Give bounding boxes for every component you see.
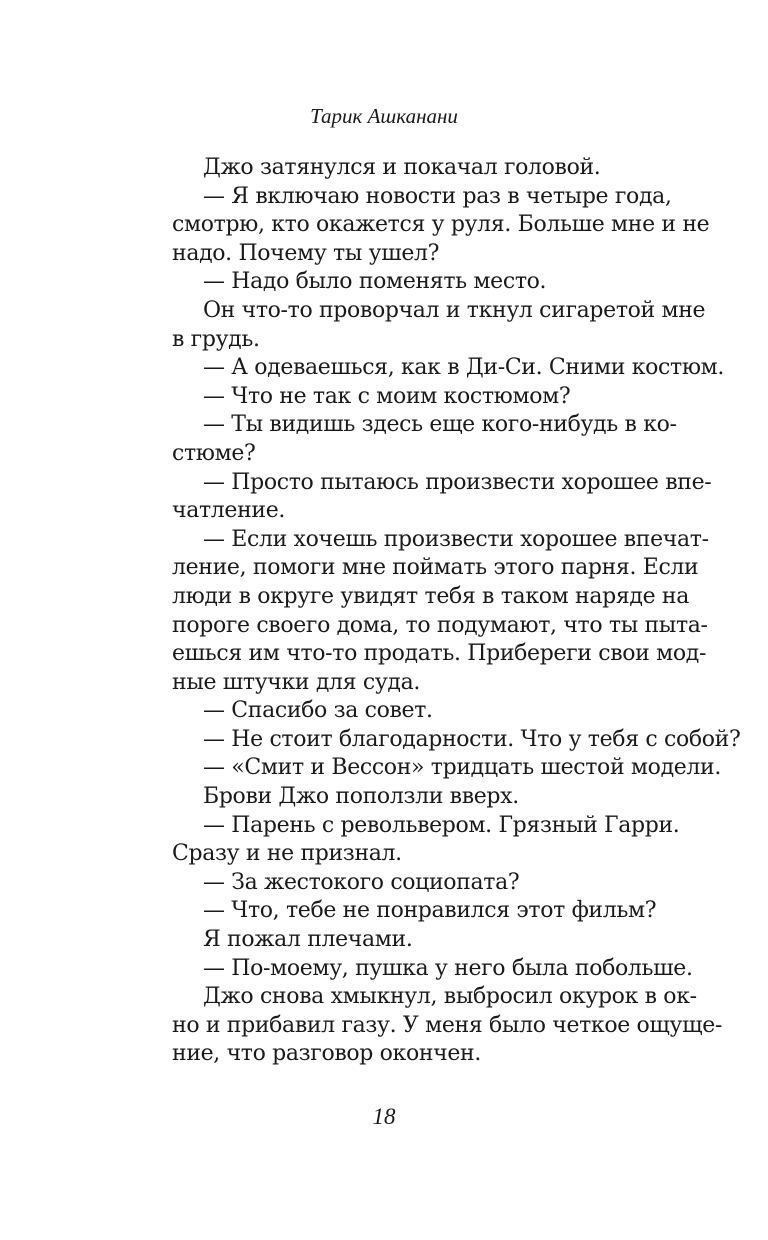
text-line: ление, помоги мне поймать этого парня. Если	[172, 555, 699, 581]
text-line: — За жестокого социопата?	[203, 869, 520, 895]
text-line: Джо затянулся и покачал головой.	[203, 155, 601, 180]
text-line: — Что, тебе не понравился этот фильм?	[203, 898, 657, 924]
text-line: Сразу и не признал.	[172, 841, 402, 867]
text-line: Он что-то проворчал и ткнул сигаретой мне	[203, 297, 706, 323]
text-line: Брови Джо поползли вверх.	[203, 784, 519, 810]
text-line: пороге своего дома, то подумают, что ты пыта-	[172, 612, 708, 638]
text-line: — Что не так с моим костюмом?	[203, 383, 571, 409]
text-line: ные штучки для суда.	[172, 669, 421, 695]
text-line: но и прибавил газу. У меня было четкое ощуще-	[172, 1012, 722, 1038]
text-line: — По-моему, пушка у него была побольше.	[203, 955, 693, 981]
text-line: ешься им что-то продать. Прибереги свои мод-	[172, 641, 707, 667]
text-line: чатление.	[172, 498, 286, 524]
text-line: — Просто пытаюсь произвести хорошее впе-	[203, 469, 712, 495]
text-line: в грудь.	[172, 326, 260, 352]
text-line: — Я включаю новости раз в четыре года,	[203, 183, 672, 209]
text-line: — А одеваешься, как в Ди-Си. Сними костюм.	[203, 355, 725, 381]
text-line: — Спасибо за совет.	[203, 698, 433, 724]
text-line: — «Смит и Вессон» тридцать шестой модели.	[203, 755, 722, 781]
text-line: — Надо было поменять место.	[203, 269, 547, 295]
text-line: стюме?	[172, 440, 256, 466]
body-text	[172, 154, 741, 1069]
text-line: — Не стоит благодарности. Что у тебя с собой?	[203, 726, 741, 752]
text-line: смотрю, кто окажется у руля. Больше мне и не	[172, 212, 710, 238]
text-line: Я пожал плечами.	[203, 927, 413, 953]
text-line: Джо снова хмыкнул, выбросил окурок в ок-	[203, 984, 697, 1010]
running-head: Тарик Ашканани	[310, 104, 458, 128]
text-line: — Ты видишь здесь еще кого-нибудь в ко-	[203, 412, 677, 438]
text-line: люди в округе увидят тебя в таком наряде на	[172, 583, 689, 609]
text-line: надо. Почему ты ушел?	[172, 240, 440, 266]
text-line: — Парень с револьвером. Грязный Гарри.	[203, 812, 680, 838]
text-line: — Если хочешь произвести хорошее впечат-	[203, 526, 709, 552]
page-number: 18	[372, 1104, 396, 1129]
text-line: ние, что разговор окончен.	[172, 1041, 481, 1067]
